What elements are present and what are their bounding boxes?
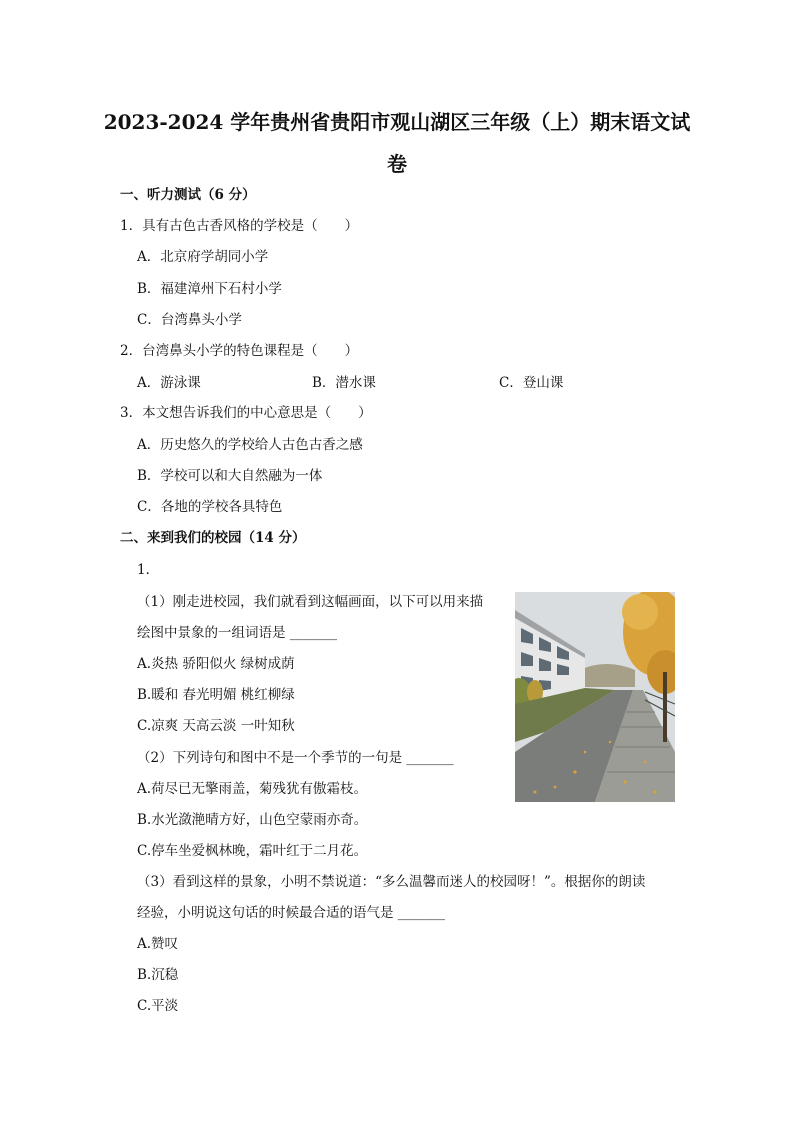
option-a: A．游泳课 bbox=[137, 375, 201, 391]
option-b: B．福建漳州下石村小学 bbox=[137, 281, 282, 297]
option-a: A.荷尽已无擎雨盖，菊残犹有傲霜枝。 bbox=[137, 781, 368, 797]
question-stem: 3．本文想告诉我们的中心意思是（ ） bbox=[120, 405, 372, 421]
option-b: B.暖和 春光明媚 桃红柳绿 bbox=[137, 687, 295, 703]
title-line-2: 卷 bbox=[387, 152, 407, 176]
campus-photo-graphic bbox=[515, 592, 675, 802]
option-b: B.沉稳 bbox=[137, 967, 179, 983]
section-heading: 一、听力测试（6 分） bbox=[120, 187, 256, 203]
option-a: A.炎热 骄阳似火 绿树成荫 bbox=[137, 656, 295, 672]
option-b: B.水光潋滟晴方好，山色空蒙雨亦奇。 bbox=[137, 812, 368, 828]
question-stem: 2．台湾鼻头小学的特色课程是（ ） bbox=[120, 343, 359, 359]
option-c: C．各地的学校各具特色 bbox=[137, 499, 283, 515]
option-c: C．登山课 bbox=[499, 375, 564, 391]
option-c: C.停车坐爱枫林晚，霜叶红于二月花。 bbox=[137, 843, 368, 859]
question-stem: 1．具有古色古香风格的学校是（ ） bbox=[120, 218, 359, 234]
question-stem: 绘图中景象的一组词语是 _______ bbox=[137, 625, 338, 641]
option-a: A.赞叹 bbox=[137, 936, 179, 952]
question-stem: （1）刚走进校园，我们就看到这幅画面，以下可以用来描 bbox=[137, 594, 484, 610]
question-number: 1． bbox=[137, 562, 160, 578]
question-stem: （3）看到这样的景象，小明不禁说道：“多么温馨而迷人的校园呀！”。根据你的朗读 bbox=[137, 874, 646, 890]
option-c: C.凉爽 天高云淡 一叶知秋 bbox=[137, 718, 295, 734]
question-stem: （2）下列诗句和图中不是一个季节的一句是 _______ bbox=[137, 750, 454, 766]
option-c: C．台湾鼻头小学 bbox=[137, 312, 242, 328]
section-heading: 二、来到我们的校园（14 分） bbox=[120, 530, 306, 546]
option-a: A．北京府学胡同小学 bbox=[137, 249, 269, 265]
title-line-1: 2023-2024 学年贵州省贵阳市观山湖区三年级（上）期末语文试 bbox=[103, 110, 691, 134]
option-a: A．历史悠久的学校给人古色古香之感 bbox=[137, 437, 363, 453]
campus-photo bbox=[515, 592, 675, 802]
option-c: C.平淡 bbox=[137, 998, 179, 1014]
option-b: B．潜水课 bbox=[312, 375, 376, 391]
option-b: B．学校可以和大自然融为一体 bbox=[137, 468, 323, 484]
question-stem: 经验，小明说这句话的时候最合适的语气是 _______ bbox=[137, 905, 446, 921]
